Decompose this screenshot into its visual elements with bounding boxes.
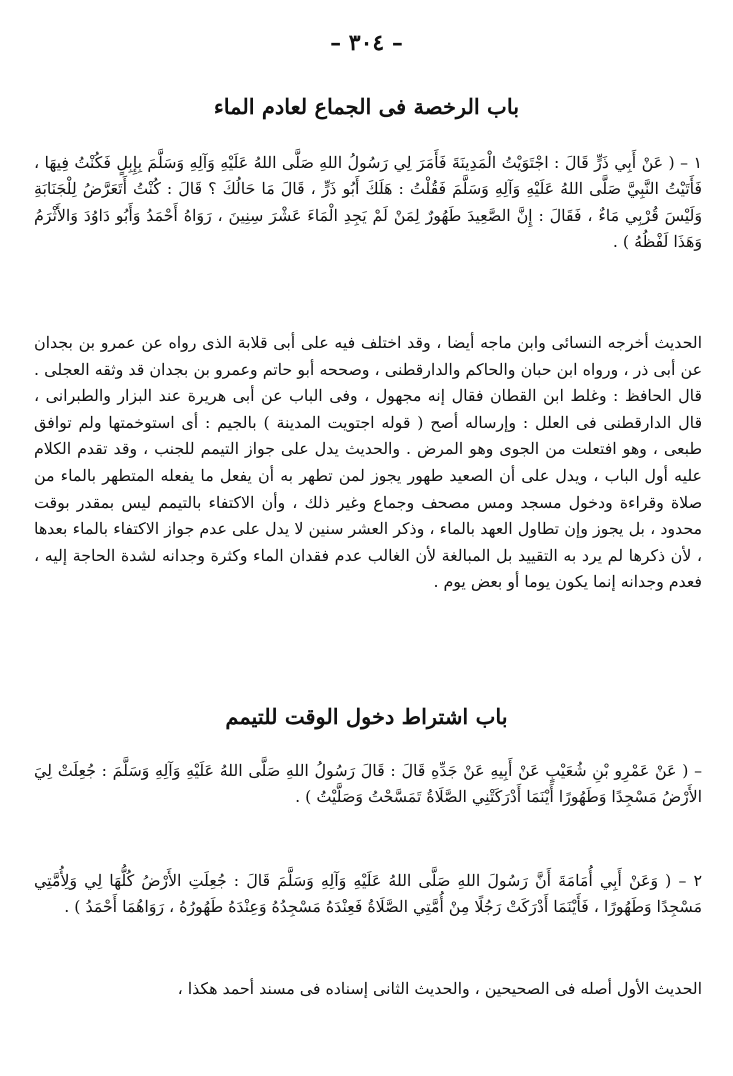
chapter-title-prayer-time: باب اشتراط دخول الوقت للتيمم	[225, 704, 508, 729]
page-number: – ٣٠٤ –	[330, 30, 403, 56]
commentary-abu-dharr: الحديث أخرجه النسائى وابن ماجه أيضا ، وقد اختلف فيه على أبى قلابة الذى رواه عن عمرو بن بجدان عن أبى ذر ، ورواه ابن حبان والحاكم والدارقطنى ، وصححه أبو حاتم وعمرو بن بجدان قد وثقه العجلى . قال الحافظ : وغلط ابن القطان فقال إنه مجهول ، وفى الباب عن أبى هريرة عند البزار والطبرانى ، قال الدارقطنى فى العلل : وإرساله أصح ( قوله اجتويت المدينة ) بالجيم : أى استوخمتها ولم توافق طبعى ، وهو افتعلت من الجوى وهو المرض . والحديث يدل على جواز التيمم للجنب ، وقد تقدم الكلام عليه أول الباب ، ويدل على أن الصعيد طهور يجوز لمن تطهر به أن يفعل ما يفعله المتطهر بالماء من صلاة وقراءة ودخول مسجد ومس مصحف وجماع وغير ذلك ، وأن الاكتفاء بالتيمم ليس بمقدر بوقت محدود ، بل يجوز وإن تطاول العهد بالماء ، وذكر العشر سنين لا يدل على عدم جواز الاكتفاء بالماء بعدها ، لأن ذكرها لم يرد به التقييد بل المبالغة لأن الغالب عدم فقدان الماء وكثرة وجدانه لشدة الحاجة إليه ، فعدم وجدانه إنما يكون يوما أو بعض يوم .	[34, 333, 702, 592]
hadith-abu-dharr: ١ – ( عَنْ أَبِي ذَرٍّ قَالَ : اجْتَوَيْتُ الْمَدِينَةَ فَأَمَرَ لِي رَسُولُ اللهِ صَلَّى اللهُ عَلَيْهِ وَآلِهِ وَسَلَّمَ بِإِبِلٍ فَكُنْتُ فِيهَا ، فَأَتَيْتُ النَّبِيَّ صَلَّى اللهُ عَلَيْهِ وَآلِهِ وَسَلَّمَ فَقُلْتُ : هَلَكَ أَبُو ذَرٍّ ، قَالَ مَا حَالُكَ ؟ قَالَ : كُنْتُ أَتَعَرَّضُ لِلْجَنَابَةِ وَلَيْسَ قُرْبِي مَاءٌ ، فَقَالَ : إِنَّ الصَّعِيدَ طَهُورٌ لِمَنْ لَمْ يَجِدِ الْمَاءَ عَشْرَ سِنِينَ ، رَوَاهُ أَحْمَدُ وَأَبُو دَاوُدَ وَالأَثْرَمُ وَهَذَا لَفْظُهُ ) .	[34, 153, 702, 252]
hadith-amr-ibn-shuayb: – ( عَنْ عَمْرِو بْنِ شُعَيْبٍ عَنْ أَبِيهِ عَنْ جَدِّهِ قَالَ : قَالَ رَسُولُ اللهِ صَلَّى اللهُ عَلَيْهِ وَآلِهِ وَسَلَّمَ : جُعِلَتْ لِيَ الأَرْضُ مَسْجِدًا وَطَهُورًا أَيْنَمَا أَدْرَكَتْنِي الصَّلَاةُ تَمَسَّحْتُ وَصَلَّيْتُ ) .	[34, 761, 702, 807]
hadith-abu-umamah: ٢ – ( وَعَنْ أَبِي أُمَامَةَ أَنَّ رَسُولَ اللهِ صَلَّى اللهُ عَلَيْهِ وَآلِهِ وَسَلَّمَ قَالَ : جُعِلَتِ الأَرْضُ كُلُّهَا لِي وَلِأُمَّتِي مَسْجِدًا وَطَهُورًا ، فَأَيْنَمَا أَدْرَكَتْ رَجُلًا مِنْ أُمَّتِي الصَّلَاةُ فَعِنْدَهُ مَسْجِدُهُ وَعِنْدَهُ طَهُورُهُ ، رَوَاهُمَا أَحْمَدُ ) .	[34, 871, 702, 917]
chapter-title-tayammum-intercourse: باب الرخصة فى الجماع لعادم الماء	[213, 94, 520, 119]
commentary-chapter-two: الحديث الأول أصله فى الصحيحين ، والحديث الثانى إسناده فى مسند أحمد هكذا ،	[177, 979, 702, 998]
